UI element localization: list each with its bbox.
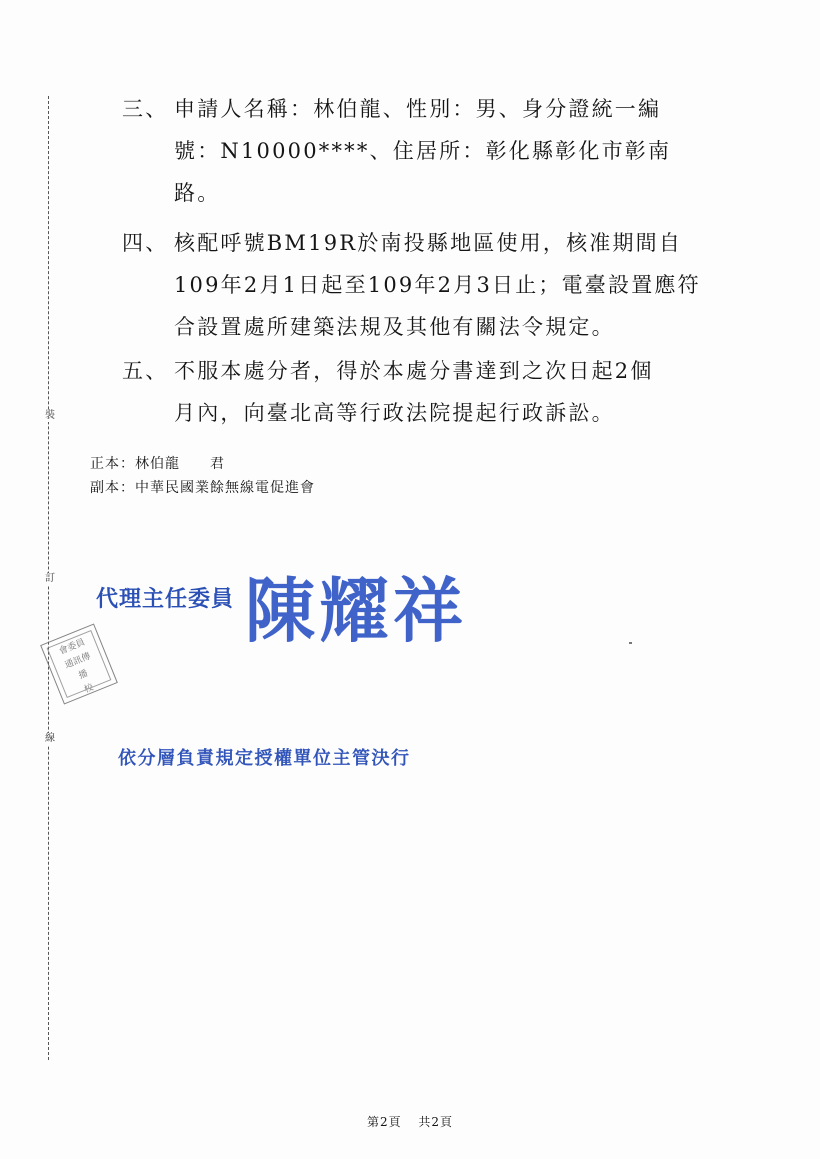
clause-five [122, 350, 722, 434]
stamp-line: 會委員 [57, 637, 87, 658]
clause-line: 核配呼號BM19R於南投縣地區使用，核准期間自 [174, 231, 683, 255]
clause-line: 月內，向臺北高等行政法院提起行政訴訟。 [174, 401, 615, 425]
clause-body [174, 222, 722, 348]
binding-mark-ding: 訂 [45, 573, 55, 584]
clause-line: 路。 [174, 181, 221, 205]
duplicate-copy-recipient: 副本：中華民國業餘無線電促進會 [90, 480, 315, 496]
stamp-line: 通訊傳 [63, 651, 93, 671]
clause-number: 四、 [122, 231, 169, 255]
signatory-title: 代理主任委員 [96, 587, 235, 612]
page-footer [0, 1113, 820, 1130]
seam-stamp [40, 623, 118, 704]
clause-body [174, 88, 722, 214]
scan-speck [629, 642, 632, 644]
page-number: 第2頁 [366, 1115, 402, 1129]
clause-number: 五、 [122, 359, 169, 383]
clause-line: 申請人名稱：林伯龍、性別：男、身分證統一編 [174, 97, 662, 121]
binding-mark-zhuang: 裝 [45, 410, 55, 421]
clause-line: 109年2月1日起至109年2月3日止；電臺設置應符 [174, 273, 701, 297]
clause-line: 不服本處分者，得於本處分書達到之次日起2個 [174, 359, 654, 383]
clause-number: 三、 [122, 97, 169, 121]
clause-three [122, 88, 722, 214]
clause-body [174, 350, 722, 434]
delegation-stamp: 依分層負責規定授權單位主管決行 [118, 748, 411, 769]
signatory-seal-name: 陳耀祥 [245, 570, 467, 652]
binding-mark-xian: 線 [45, 733, 55, 744]
clause-line: 合設置處所建築法規及其他有關法令規定。 [174, 315, 615, 339]
page-total: 共2頁 [418, 1115, 454, 1129]
stamp-line: 校 [83, 682, 96, 696]
original-copy-recipient: 正本：林伯龍 君 [90, 456, 225, 472]
stamp-line: 播 [77, 668, 90, 682]
clause-four [122, 222, 722, 348]
clause-line: 號：N10000****、住居所：彰化縣彰化市彰南 [174, 139, 672, 163]
